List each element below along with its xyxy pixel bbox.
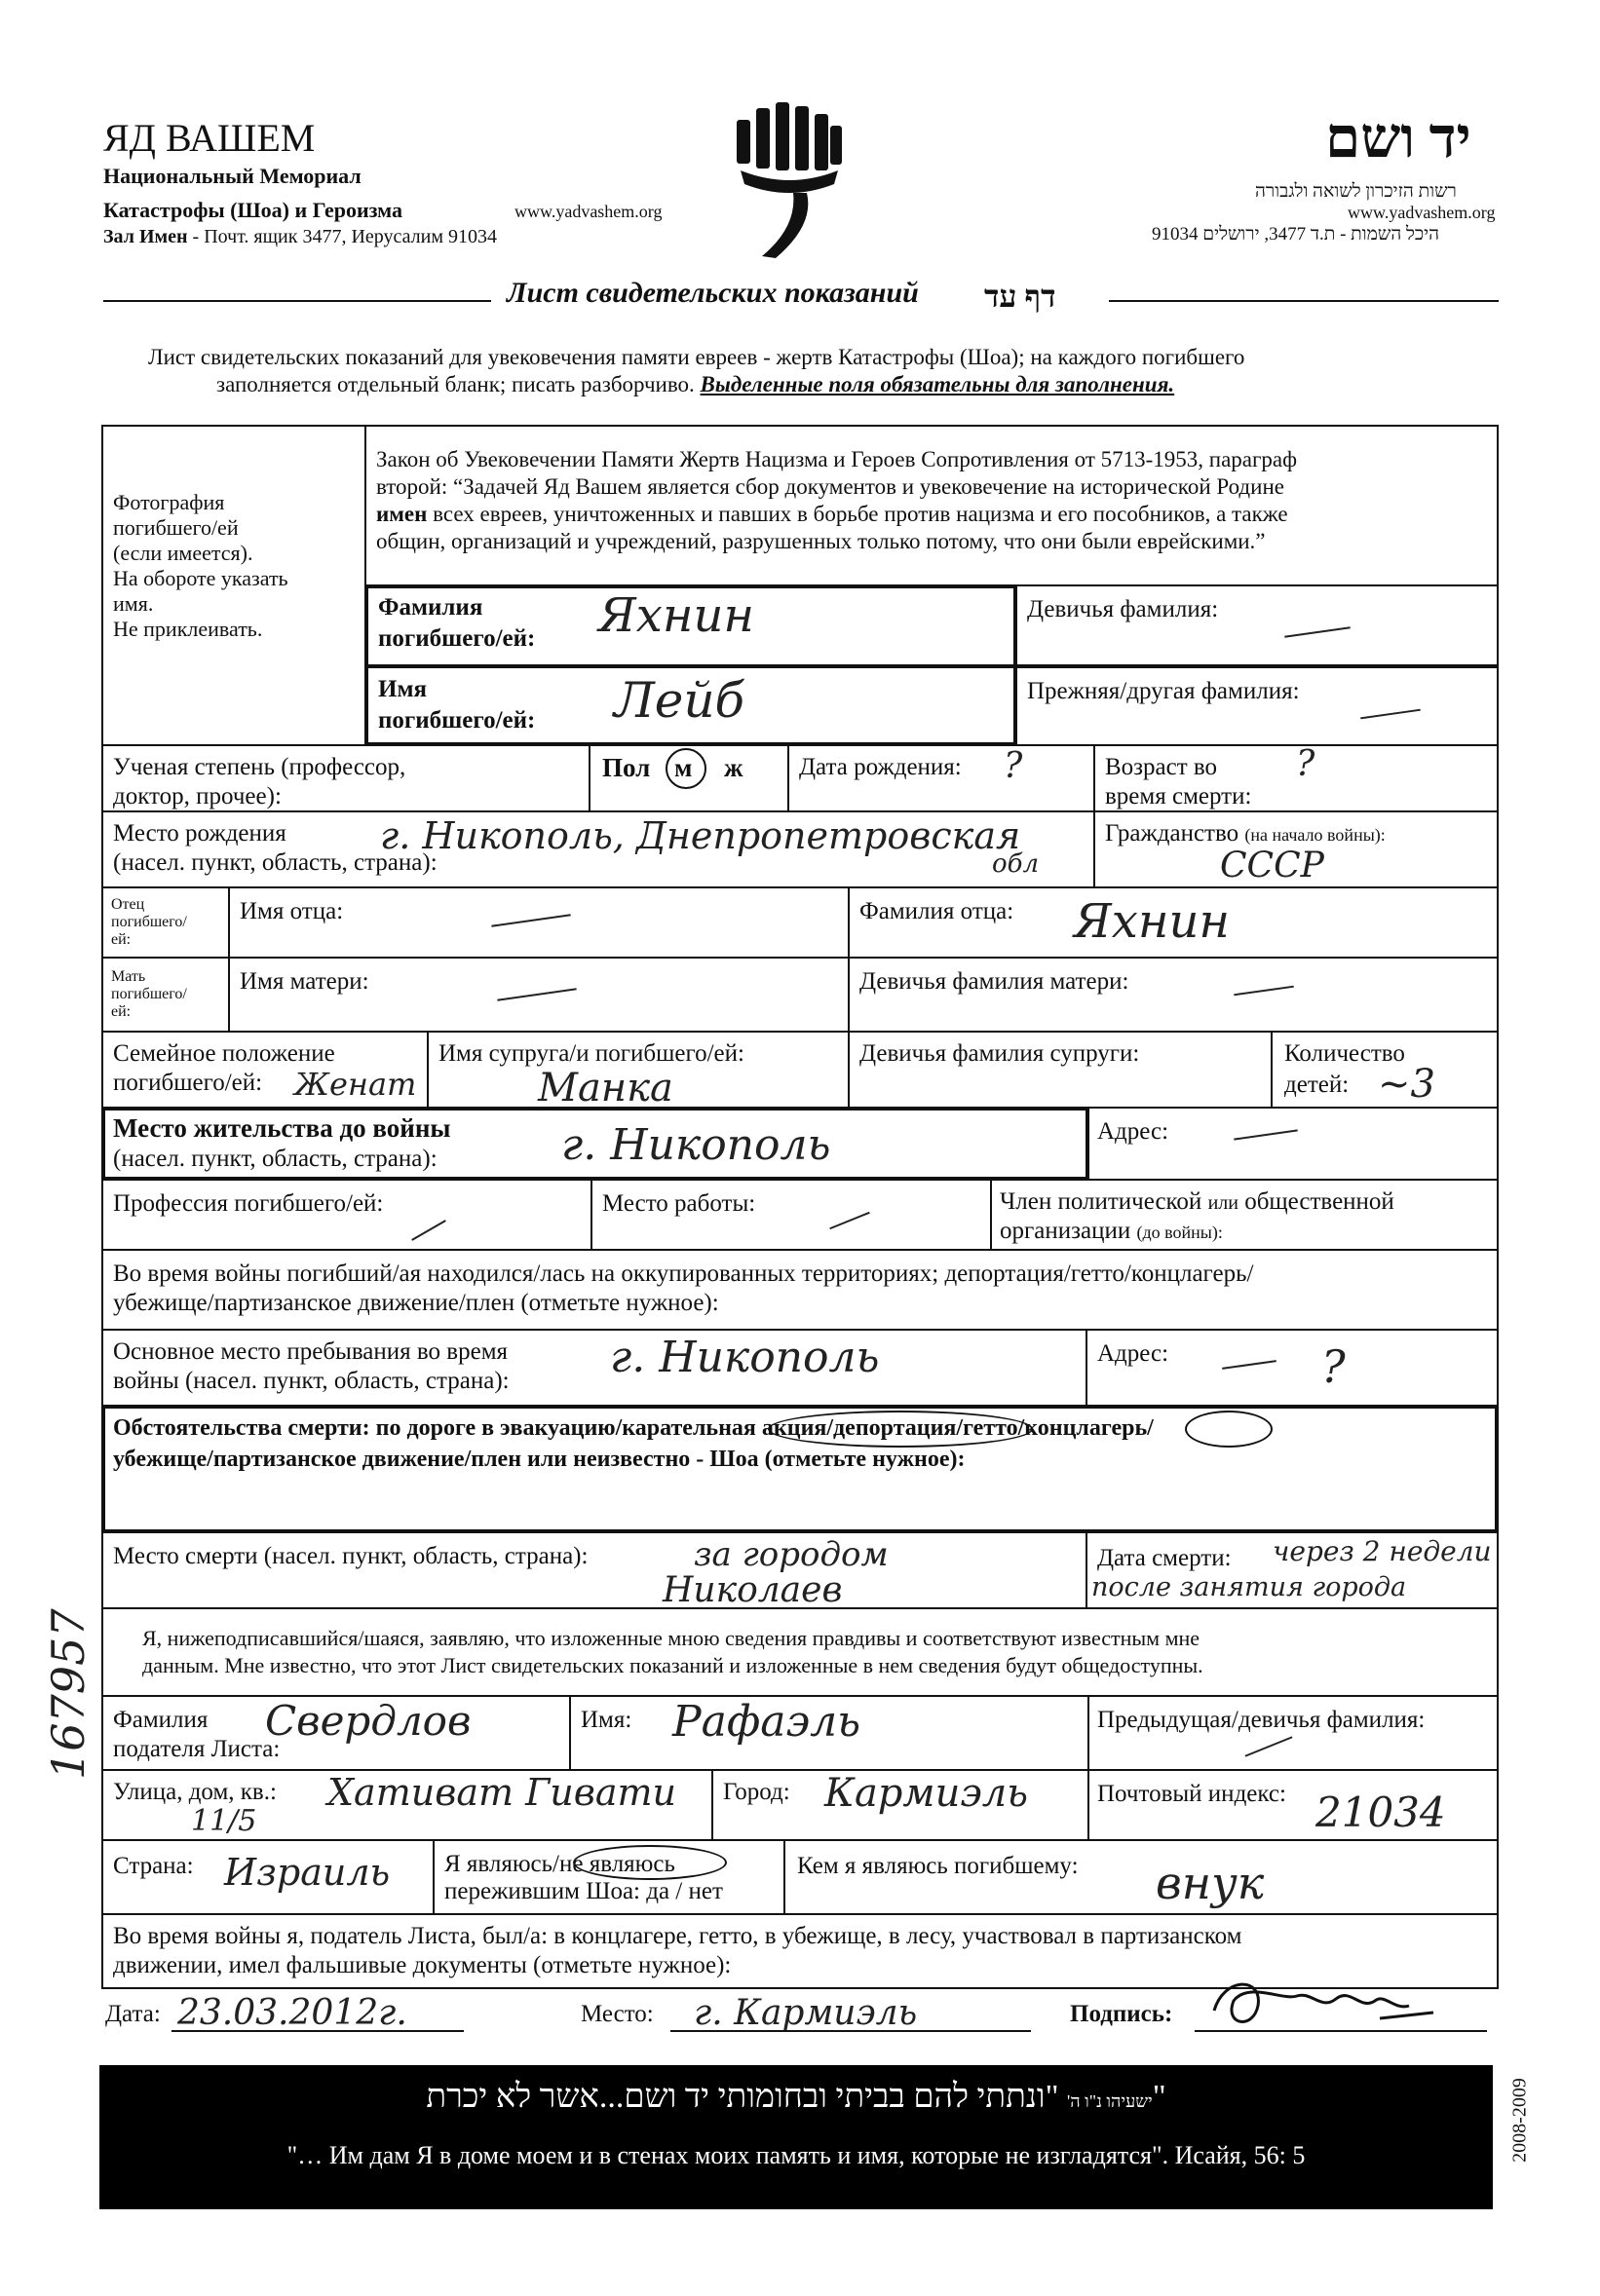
mother-tag2: погибшего/: [111, 986, 187, 1002]
death-date-value1: через 2 недели: [1273, 1535, 1492, 1567]
sex-label: Пол: [602, 753, 651, 782]
submitter-country-label: Страна:: [113, 1853, 194, 1879]
address-ru-label: Зал Имен: [103, 226, 188, 247]
photo-line1: Фотография: [113, 490, 225, 514]
birth-date-label: Дата рождения:: [799, 754, 962, 780]
footer-banner: [99, 2065, 1493, 2209]
citizenship-label: [1105, 820, 1386, 848]
address-ru: [103, 226, 497, 248]
father-tag1: Отец: [111, 896, 145, 913]
footer-russian-source: Исайя, 56: 5: [1174, 2141, 1306, 2169]
declaration-line2: данным. Мне известно, что этот Лист свидетельских показаний и изложенные в нем сведения будут общедоступны.: [142, 1653, 1203, 1677]
member-or: или: [1207, 1192, 1238, 1214]
relation-label: Кем я являюсь погибшему:: [797, 1853, 1079, 1879]
main-place-address-value: ?: [1321, 1340, 1346, 1393]
submitter-city-value: Кармиэль: [824, 1771, 1028, 1816]
submitter-name-label: Имя:: [581, 1707, 632, 1733]
date-label: Дата:: [105, 2001, 161, 2027]
intro-text: заполняется отдельный бланк; писать разборчиво.: [216, 372, 695, 396]
date-value: 23.03.2012г.: [177, 1993, 407, 2033]
org-name-he: יד ושם: [1325, 106, 1471, 169]
residence-label2: (насел. пункт, область, страна):: [113, 1146, 438, 1172]
submitter-war-line1: Во время войны я, податель Листа, был/а: в концлагере, гетто, в убежище, в лесу, участвовал в партизанском: [113, 1923, 1242, 1949]
declaration-line1: Я, нижеподписавшийся/шаяся, заявляю, что изложенные мною сведения правдивы и соответствуют известным мне: [142, 1626, 1200, 1650]
intro-line2: [216, 372, 1174, 397]
footer-russian-quote: "… Им дам Я в доме моем и в стенах моих память и имя, которые не изгладятся".: [286, 2141, 1169, 2169]
place-label: Место:: [581, 2001, 654, 2027]
children-label2: детей:: [1284, 1072, 1350, 1098]
marital-label2: погибшего/ей:: [113, 1070, 263, 1096]
law-line3: [376, 501, 1288, 528]
degree-label1: Ученая степень (профессор,: [113, 754, 406, 780]
surname-label2-text: погибшего/: [378, 625, 503, 652]
birthplace-label2: (насел. пункт, область, страна):: [113, 849, 438, 876]
main-place-address-label: Адрес:: [1097, 1340, 1169, 1367]
prev-surname-field[interactable]: [1013, 664, 1499, 746]
address-ru-text: - Почт. ящик 3477, Иерусалим 91034: [187, 226, 498, 247]
member-label2: [1000, 1218, 1223, 1246]
footer-hebrew-source: ישעיהו נ"ו ה': [1067, 2091, 1153, 2111]
surname-label3-text: ей:: [502, 625, 536, 652]
death-circ-title: Обстоятельства смерти:: [113, 1415, 370, 1441]
relation-value: внук: [1156, 1857, 1265, 1909]
photo-line6: Не приклеивать.: [113, 617, 263, 641]
submitter-war-line2: движении, имел фальшивые документы (отметьте нужное):: [113, 1952, 732, 1978]
death-date-value2: после занятия города: [1091, 1572, 1407, 1602]
signature-mark[interactable]: [1204, 1972, 1448, 2040]
photo-line2: погибшего/ей: [113, 515, 239, 540]
submitter-name-value: Рафаэль: [672, 1697, 861, 1747]
org-line3: Катастрофы (Шоа) и Героизма: [103, 198, 402, 222]
survivor-label2: пережившим Шоа: да / нет: [444, 1878, 723, 1904]
death-circ-punitive-mark: [768, 1411, 1033, 1448]
submitter-city-label: Город:: [723, 1779, 790, 1805]
title-rule-left: [103, 300, 491, 302]
submitter-surname-label2: подателя Листа:: [113, 1736, 281, 1762]
firstname-label2: погибшего/ей:: [378, 707, 536, 734]
member-org: организации: [1000, 1218, 1131, 1244]
spouse-maiden-label: Девичья фамилия супруги:: [859, 1040, 1140, 1067]
law-names-word: имен: [376, 502, 428, 526]
children-value: ~3: [1378, 1062, 1435, 1107]
submitter-street-label: Улица, дом, кв.:: [113, 1779, 277, 1805]
death-circ-options: по дороге в эвакуацию/карательная акция/депортация/гетто/концлагерь/: [369, 1415, 1154, 1441]
member-label1: [1000, 1188, 1394, 1217]
sex-female-option[interactable]: ж: [724, 753, 743, 782]
residence-address-label: Адрес:: [1097, 1118, 1169, 1145]
stamp-number: 167957: [42, 1608, 95, 1780]
mother-tag3: ей:: [111, 1003, 132, 1020]
mother-tag1: Мать: [111, 968, 146, 985]
intro-required-note: Выделенные поля обязательны для заполнения.: [700, 372, 1175, 396]
signature-label: Подпись:: [1070, 2001, 1173, 2027]
father-tag2: погибшего/: [111, 914, 187, 930]
birth-date-value: ?: [1004, 746, 1023, 786]
father-tag3: ей:: [111, 931, 132, 948]
mother-maiden-label: Девичья фамилия матери:: [859, 968, 1129, 995]
photo-line5: имя.: [113, 591, 154, 616]
footer-hebrew-quote: "ונתתי להם בביתי ובחומותי יד ושם...אשר לא יכרת": [426, 2079, 1166, 2115]
mother-name-label: Имя матери:: [240, 968, 369, 995]
father-surname-value: Яхнин: [1074, 894, 1230, 949]
yad-vashem-logo: [733, 100, 846, 262]
workplace-label: Место работы:: [602, 1190, 756, 1217]
org-name-ru: ЯД ВАШЕМ: [103, 116, 316, 160]
profession-label: Профессия погибшего/ей:: [113, 1190, 384, 1217]
place-underline: [670, 2030, 1031, 2032]
marital-value: Женат: [294, 1066, 417, 1103]
submitter-street-value: Хативат Гивати: [327, 1771, 677, 1814]
citizenship-note: (на начало войны):: [1244, 825, 1386, 845]
footer-hebrew: [99, 2079, 1493, 2116]
surname-label2: [378, 625, 535, 653]
website-right: www.yadvashem.org: [1348, 203, 1496, 222]
death-place-label: Место смерти (насел. пункт, область, страна):: [113, 1543, 589, 1569]
death-circ-ghetto-mark: [1185, 1411, 1273, 1448]
intro-line1: Лист свидетельских показаний для увековечения памяти евреев - жертв Катастрофы (Шоа); на каждого погибшего: [148, 345, 1245, 369]
submitter-surname-label1: Фамилия: [113, 1707, 209, 1733]
death-place-value2: Николаев: [663, 1570, 843, 1610]
member-label-b: общественной: [1244, 1188, 1394, 1215]
main-place-value: г. Никополь: [610, 1333, 880, 1382]
death-date-label: Дата смерти:: [1097, 1545, 1232, 1571]
org-he-line2: רשות הזיכרון לשואה ולגבורה: [1255, 181, 1457, 202]
marital-label1: Семейное положение: [113, 1040, 335, 1067]
father-name-label: Имя отца:: [240, 898, 344, 924]
law-line2: второй: “Задачей Яд Вашем является сбор документов и увековечение на исторической Родине: [376, 474, 1284, 499]
submitter-house-value: 11/5: [191, 1804, 257, 1838]
address-he: 91034 היכל השמות - ת.ד 3477, ירושלים: [1152, 224, 1440, 245]
firstname-value: Лейб: [614, 672, 745, 729]
father-surname-label: Фамилия отца:: [859, 898, 1014, 924]
war-status-line2: убежище/партизанское движение/плен (отметьте нужное):: [113, 1290, 719, 1316]
photo-line4: На обороте указать: [113, 566, 288, 590]
side-code: 2008-2009: [1508, 2078, 1531, 2163]
maiden-name-label: Девичья фамилия:: [1027, 596, 1219, 622]
submitter-zip-value: 21034: [1315, 1788, 1446, 1836]
spouse-name-value: Манка: [538, 1066, 673, 1110]
surname-value: Яхнин: [598, 588, 754, 643]
surname-label1: Фамилия: [378, 594, 483, 621]
main-place-label2: войны (насел. пункт, область, страна):: [113, 1368, 510, 1394]
member-note: (до войны):: [1136, 1223, 1223, 1242]
photo-line3: (если имеется).: [113, 541, 253, 565]
war-status-line1: Во время войны погибший/ая находился/лась на оккупированных территориях; депортация/гетто/концлагерь/: [113, 1261, 1254, 1287]
title-rule-right: [1109, 300, 1499, 302]
survivor-label1: Я являюсь/не являюсь: [444, 1851, 675, 1877]
spouse-name-label: Имя супруга/и погибшего/ей:: [438, 1040, 744, 1067]
footer-russian: [99, 2141, 1493, 2170]
website-left: www.yadvashem.org: [514, 202, 663, 221]
form-title-he: דף עד: [984, 279, 1056, 314]
submitter-prev-label: Предыдущая/девичья фамилия:: [1097, 1707, 1426, 1733]
birthplace-label1: Место рождения: [113, 820, 286, 847]
survivor-not-mark: [573, 1845, 727, 1880]
member-label-a: Член политической: [1000, 1188, 1202, 1215]
firstname-label1: Имя: [378, 676, 427, 702]
birthplace-value2: обл: [992, 849, 1040, 879]
form-title: Лист свидетельских показаний: [507, 277, 919, 309]
children-label1: Количество: [1284, 1040, 1405, 1067]
date-underline: [171, 2030, 464, 2032]
death-place-value1: за городом: [694, 1535, 889, 1574]
residence-label1: Место жительства до войны: [113, 1113, 451, 1143]
place-value: г. Кармиэль: [694, 1993, 918, 2033]
age-label2: время смерти:: [1105, 783, 1252, 809]
submitter-zip-label: Почтовый индекс:: [1097, 1781, 1286, 1807]
submitter-country-value: Израиль: [224, 1851, 391, 1894]
org-line2: Национальный Мемориал: [103, 164, 362, 188]
residence-value: г. Никополь: [561, 1120, 831, 1170]
birthplace-value: г. Никополь, Днепропетровская: [380, 814, 1021, 857]
age-value: ?: [1296, 744, 1315, 784]
law-line1: Закон об Увековечении Памяти Жертв Нацизма и Героев Сопротивления от 5713-1953, параграф: [376, 447, 1298, 471]
citizenship-value: СССР: [1220, 846, 1324, 885]
main-place-label1: Основное место пребывания во время: [113, 1338, 509, 1365]
prev-surname-label: Прежняя/другая фамилия:: [1027, 678, 1300, 704]
law-line4: общин, организаций и учреждений, разрушенных только потому, что они были еврейскими.”: [376, 529, 1266, 553]
sex-male-option[interactable]: м: [674, 753, 693, 782]
submitter-surname-value: Свердлов: [265, 1697, 472, 1745]
age-label1: Возраст во: [1105, 754, 1218, 780]
degree-label2: доктор, прочее):: [113, 783, 282, 809]
death-circ-line2: убежище/партизанское движение/плен или неизвестно - Шоа (отметьте нужное):: [113, 1447, 966, 1472]
law-line3-text: всех евреев, уничтоженных и павших в борьбе против нацизма и его пособников, а также: [427, 502, 1288, 526]
citizenship-label-text: Гражданство: [1105, 820, 1239, 847]
